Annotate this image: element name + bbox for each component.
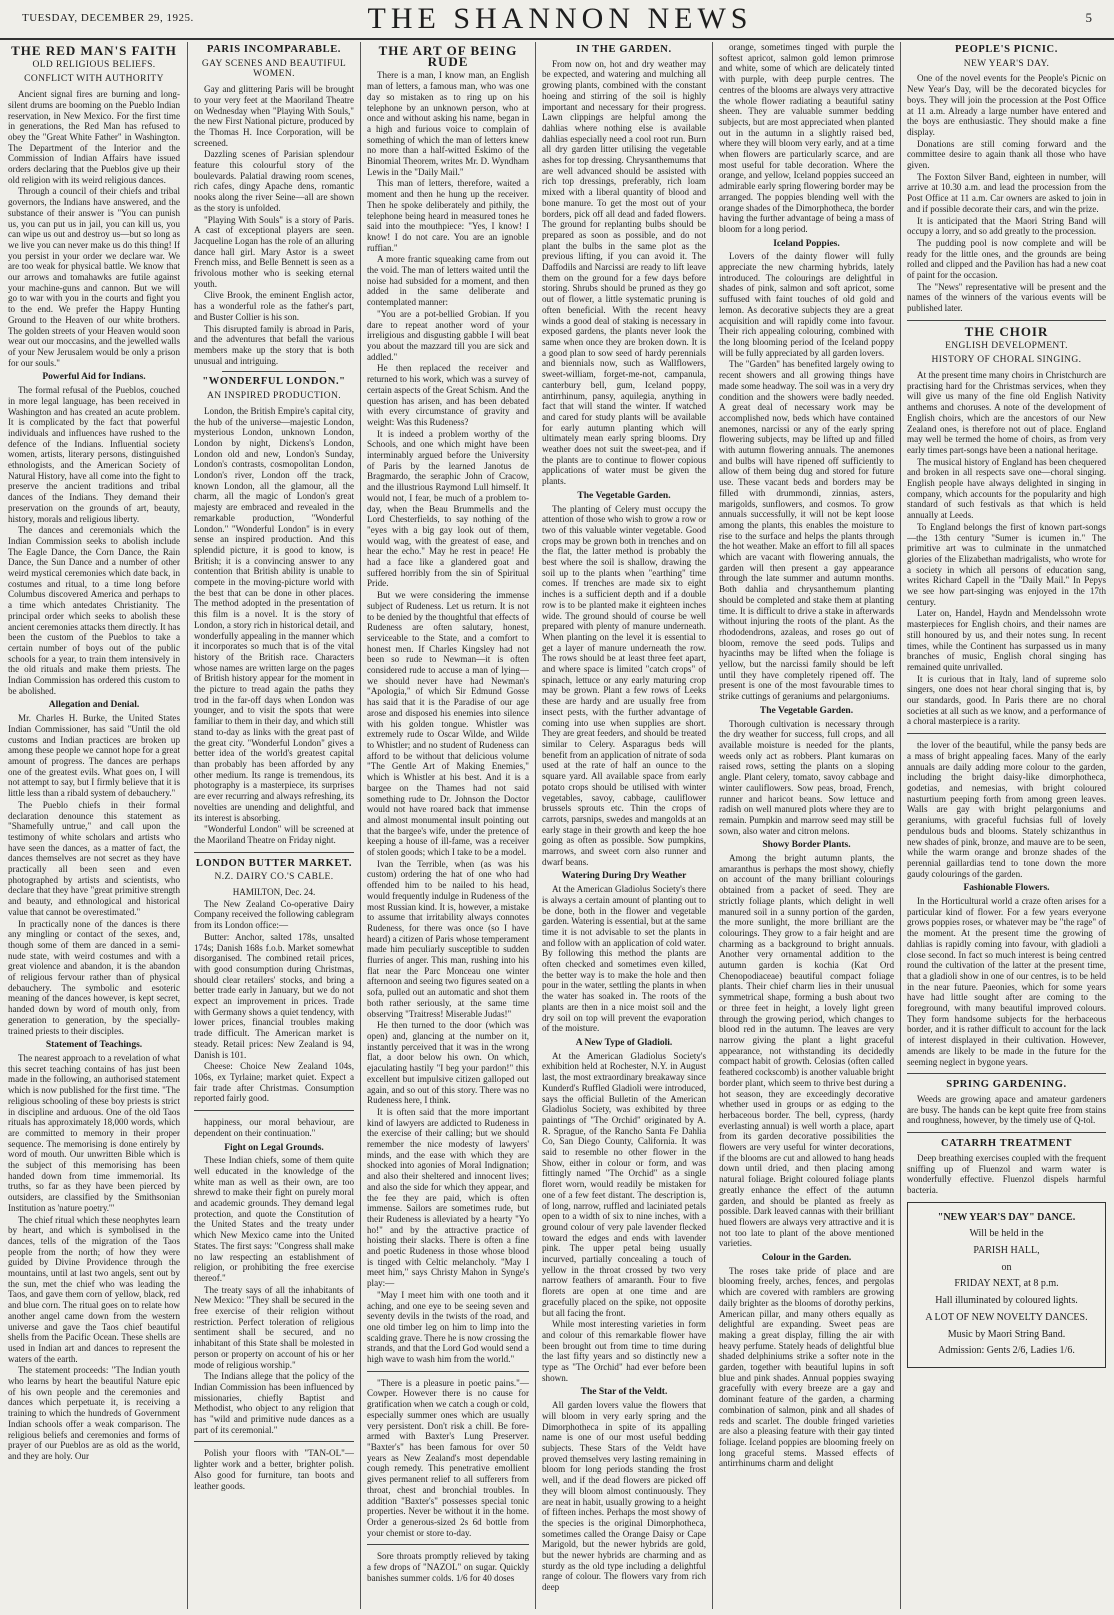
paragraph: The dances and ceremonials which the Indian Commission seeks to abolish include The Eagle Dance, the Corn Dance, the Rain Dance, the Sun Dance and a number of other weird mystical ceremonies which date back, in costumes and ritual, to a time long before Columbus discovered America and perhaps to a time which antedates Christianity. The principal order which seeks to abolish these ancient ceremonies attacks them directly. It has been the custom of the Pueblos to take a certain number of boys out of the public schools for a year, to train them intensively in the old rituals and make them priests. The Indian Commission has ordered this custom to be abolished.	[8, 525, 180, 696]
paragraph: Dazzling scenes of Parisian splendour feature this colourful story of the boulevards. Palatial drawing room scenes, rich cafes, dingy Apache dens, romantic nooks along the river Seine—all are shown as the story is unfolded.	[194, 149, 354, 213]
ad-line: A LOT OF NEW NOVELTY DANCES.	[925, 1311, 1088, 1323]
paragraph: The musical history of England has been chequered and broken in all respects save one—choral singing. English people have always delighted in singing in company, which accounts for the popularity and high standard of such festivals as that which is held annually at Leeds.	[907, 456, 1106, 521]
section-heading: Fight on Legal Grounds.	[224, 1142, 324, 1153]
column-5	[719, 42, 894, 1609]
section-heading: The Vegetable Garden.	[577, 490, 671, 501]
paragraph: The statement proceeds: "The Indian youth who learns by heart the beautiful Nature epic of his own people and the ceremonies and dances which perpetuate it, is receiving a training to which the hundreds of Government Indian schools offer a weak comparison. The religious beliefs and ceremonies and forms of prayer of our Pueblos are as old as the world, and they are holy. Our	[8, 1365, 180, 1461]
paragraph: Later on, Handel, Haydn and Mendelssohn wrote masterpieces for English choirs, and their names are still honoured by us, and their notes sung. In recent times, while the Continent has surpassed us in many branches of music, English choral singing has remained quite unrivalled.	[907, 608, 1106, 672]
paragraph: In practically none of the dances is there any mingling or contact of the sexes, and, though some of them are danced in a semi-nude state, with weird costumes and with a great violence and abandon, it is the abandon of religious fervour rather than of physical debauchery. The symbolic and esoteric meaning of the dances however, is kept secret, handed down by word of mouth only, from generation to generation, by the specially-trained priests to their disciples.	[8, 918, 180, 1036]
section-heading: Fashionable Flowers.	[963, 883, 1050, 894]
ad-line: on	[1001, 1261, 1012, 1273]
dance-advertisement	[907, 1202, 1106, 1368]
divider	[367, 1544, 529, 1545]
paragraph: Cheese: Choice New Zealand 104s, 106s, ex Tyrlaine; market quiet. Expect a fair trade after Christmas. Consumption reported fairly good.	[194, 1061, 354, 1104]
paragraph: In the Horticultural world a craze often arises for a particular kind of flower. For a few years everyone grows poppies roses, or whatever may be "the rage" of the moment. At the present time the growing of dahlias is rapidly coming into favour, with gladioli a close second. In fact so much interest is being centred round the cultivation of the latter at the present time, that a gladioli show in one of our centres, is to be held in the near future. Paeonies, which for some years have had little sought after are coming to the foreground, with many beautiful improved colours. They form handsome subjects for the herbaceous border, and it is rather difficult to account for the lack of interest displayed in their cultivation. However, amends are likely to be made in the future for the seeming neglect in bygone years.	[907, 896, 1106, 1067]
paragraph: At the American Gladiolus Society's exhibition held at Rochester, N.Y. in August last, the most extraordinary breakaway since Kunderd's Ruffled Gladioli were introduced, says the official Bulletin of the American Gladiolus Society, was exhibited by three paintings of "The Orchid" originated by A. R. Sprague, of the Rancho Santa Fe Dahlia Co, San Diego County, California. It was said to resemble no other flower in the Show, either in colour or form, and was fittingly named "The Orchid" as a single floret worn, would readily be mistaken for one of a few feet distant. The description is, of long, narrow, ruffled and laciniated petals open to a width of six to nine inches, with a ground colour of very pale lavender flecked toward the edges and ends with lavender pink. The upper petal being usually incurved, partially concealing a touch of yellow in the throat crossed by two very narrow feathers of amaranth. Four to five florets are open at one time and are gracefully placed on the spike, not opposite but all facing the front.	[542, 1050, 706, 1318]
paragraph: To England belongs the first of known part-songs—the 13th century "Sumer is icumen in." The primitive art was to culminate in the unmatched glories of the Elizabethan madrigalists, who wrote for a society in which all persons of education sang, writes Richard Capell in the "Daily Mail." In Pepys we see how part-singing was enjoyed in the 17th century.	[907, 521, 1106, 607]
article-subhead: ENGLISH DEVELOPMENT.	[945, 340, 1068, 351]
section-heading: Powerful Aid for Indians.	[42, 372, 146, 383]
paragraph: Clive Brook, the eminent English actor, has a wonderful role as the father's part, and Buster Collier is his son.	[194, 290, 354, 322]
article-subhead: AN INSPIRED PRODUCTION.	[206, 391, 342, 402]
article-headline: "WONDERFUL LONDON."	[202, 376, 346, 388]
paragraph: the lover of the beautiful, while the pansy beds are a mass of bright appealing faces. Many of the early annuals are daily adding more colour to the garden, including the bright daisy-like dimorphotheca, godetias, and nemesias, with bright coloured nasturtium peeping forth from among green leaves. Walls are gay with bright pelargoniums and geraniums, with graceful fuchsias full of lovely pendulous buds and blooms. Stately schizanthus in new shades of pink, bronze, and mauve are to be seen, while the warm orange and bronze shades of the perennial gaillardias tend to tone down the more gaudy colourings of the garden.	[907, 740, 1106, 879]
section-heading: Watering During Dry Weather	[561, 871, 687, 882]
paragraph: This disrupted family is abroad in Paris, and the adventures that befall the various members make up the story that is both unusual and intriguing.	[194, 323, 354, 366]
divider	[194, 852, 354, 853]
column-6	[907, 42, 1106, 1609]
paragraph: "Wonderful London" will be screened at the Maoriland Theatre on Friday night.	[194, 824, 354, 845]
section-heading: Showy Border Plants.	[762, 840, 851, 851]
divider	[907, 320, 1106, 321]
paragraph: It is indeed a problem worthy of the Schools, and one which might have been interminably argued before the University of Paris by the learned Janotus de Bragmardo, the seraphic John of Cracow, and the illustrious Raymond Lull himself. It would not, I fear, be much of a problem to-day, when the Beau Brummells and the Lord Chesterfields, to say nothing of the "eyes with a big gay look out of them, would wag, with the greatest of ease, and hear the echo." May he rest in peace! He had a face like a glandered goat and suffered horribly from the sin of Spiritual Pride.	[367, 428, 529, 589]
paragraph: There is a man, I know man, an English man of letters, a famous man, who was one day so mistaken as to ring up on his telephone by an unknown person, who at once and without asking his name, began in a high and furious voice to complain of something of which the man of letters knew no more than a half-witted Eskimo of the Binomial Theorem, writes Mr. D. Wyndham Lewis in the "Daily Mail."	[367, 70, 529, 177]
column-2	[194, 42, 354, 1609]
paragraph: It is anticipated that the Maori String Band will occupy a lorry, and so add greatly to the procession.	[907, 215, 1106, 237]
paragraph: The formal refusal of the Pueblos, couched in more legal language, has been received in Washington and has created an acute problem. It is complicated by the fact that powerful individuals and influences have rushed to the defence of the Indians. Influential society women, artists, literary persons, distinguished ethnologists, and the American Society of Natural History, have all come into the fight to preserve the ancient traditions and tribal dances of the Indians. They demand their preservation on the grounds of art, beauty, history, morals and religious liberty.	[8, 385, 180, 524]
column-rule	[535, 42, 536, 1609]
advertisement: Sore throats promptly relieved by taking a few drops of "NAZOL" on sugar. Quickly banishes summer colds. 1/6 for 40 doses	[367, 1551, 529, 1583]
article-headline: PEOPLE'S PICNIC.	[955, 44, 1058, 55]
paragraph: The nearest approach to a revelation of what this secret teaching contains of has just been made in the following, an authorised statement which is now published for the first time. "The religious schooling of these boy priests is strict in discipline and arduous. One of the old Taos rituals has approximately 18,000 words, which are committed to memory in their proper sequence. The memorising is done entirely by word of mouth. Our unwritten Bible which is the subject of this memorising has been handed down from time immemorial. Its truths, so far as they have been pierced by outsiders, are classified by the Smithsonian Institution as 'nature poetry.'"	[8, 1052, 180, 1213]
paragraph: The treaty says of all the inhabitants of New Mexico: "They shall be secured in the free exercise of their religion without restriction. Perfect toleration of religious sentiment shall be secured, and no inhabitant of this State shall be molested in person or property on account of his or her mode of religious worship."	[194, 1284, 354, 1370]
paragraph: All garden lovers value the flowers that will bloom in very early spring and the Dimorphotheca in spite of its appalling name is one of our most useful bedding subjects. These Stars of the Veldt have proved themselves very lasting remaining in bloom for long periods standing the frost well, and if the dead flowers are picked off they will bloom almost continuously. They are neat in habit, usually growing to a height of fifteen inches. Perhaps the most showy of the species is the original Dimorphotheca, sometimes called the Orange Daisy or Cape Marigold, but the newer hybrids are gold, but the newer hybrids are charming and as sturdy as the old type including a delightful range of colour. The flowers vary from rich deep	[542, 1400, 706, 1593]
paragraph: At the present time many choirs in Christchurch are practising hard for the Christmas services, when they will give us many of the fine old English Nativity anthems and choruses. A note of the development of English choirs, which are the ancestors of our New Zealand ones, is therefore not out of place. England may well be termed the home of choirs, as from very early times part-songs have been a national heritage.	[907, 369, 1106, 455]
paragraph: "May I meet him with one tooth and it aching, and one eye to be seeing seven and seventy devils in the twists of the road, and one old timber leg on him to limp into the scalding grave. There he is now crossing the strands, and that the Lord God would send a high wave to wash him from the world."	[367, 1289, 529, 1365]
section-heading: Allegation and Denial.	[48, 700, 140, 711]
paragraph: These Indian chiefs, some of them quite well educated in the knowledge of the white man as well as their own, are too shrewd to make their fight on purely moral and academic grounds. They demand legal protection, and quote the Constitution of the United States and the treaty under which New Mexico came into the United States. The first says: "Congress shall make no law respecting an establishment of religion, or prohibiting the free exercise thereof."	[194, 1155, 354, 1283]
ad-line: PARISH HALL,	[973, 1245, 1040, 1257]
paragraph: Gay and glittering Paris will be brought to your very feet at the Maoriland Theatre on Wednesday when "Playing With Souls," the new First National picture, produced by the Thomas H. Ince Corporation, will be screened.	[194, 84, 354, 148]
paragraph: At the American Gladiolus Society's there is always a certain amount of planting out to be done, both in the flower and vegetable garden. Watering is essential, but at the same time it is not advisable to set the plants in and follow with an application of cold water. By following this method the plants are often checked and sometimes even killed, the better way is to make the hole and then pour in the water, settling the plants in when the water has soaked in. The roots of the plants are then in a nice moist soil and the dry soil on top will prevent the evaporation of the moisture.	[542, 884, 706, 1034]
paragraph: Through a council of their chiefs and tribal governors, the Indians have answered, and the substance of their answer is "You can punish us, you can put us in jail, you can kill us, you can wipe us out and destroy us—but so long as we live you can never make us do this thing! If you persist in your order we declare war. We are too weak for physical battle. We know that our arrows and tomahawks are futile against your machine-guns and cannon. But we will go to war with you in the courts and fight you to the end. We prefer the Happy Hunting Ground to the Heaven of our white brothers. The golden streets of your Heaven would soon wear out our moccasins, and the jewelled walls of your New Jerusalem would be only a prison for our souls."	[8, 186, 180, 368]
section-heading: Statement of Teachings.	[45, 1040, 143, 1051]
paragraph: Mr. Charles H. Burke, the United States Indian Commissioner, has said "Until the old customs and Indian practices are broken up among these people we cannot hope for a great amount of progress. The dances are perhaps one of the greatest evils. What goes on, I will not attempt to say, but I firmly believe that it is little less than a ribald system of debauchery."	[8, 713, 180, 799]
article-subhead: GAY SCENES AND BEAUTIFUL WOMEN.	[201, 58, 347, 80]
column-rule	[187, 42, 188, 1609]
paragraph: Ancient signal fires are burning and long-silent drums are booming on the Pueblo Indian reservation, in New Mexico. For the first time in generations, the Red Man has refused to obey the "Great White Father" in Washington. The Department of the Interior and the Commission of Indian Affairs have issued orders declaring that the Pueblos give up their old religion with its weird religious dances.	[8, 89, 180, 185]
ad-line: Music by Maori String Band.	[947, 1328, 1066, 1340]
article-headline: LONDON BUTTER MARKET.	[195, 857, 353, 869]
article-headline: IN THE GARDEN.	[576, 44, 672, 55]
masthead	[0, 0, 1114, 40]
paragraph: It is curious that in Italy, land of supreme solo singers, one does not hear choral singing that is, by our standards, good. In Paris there are no choral societies at all such as we know, and a performance of a choral masterpiece is a rarity.	[907, 673, 1106, 727]
column-4	[542, 42, 706, 1609]
section-heading: A New Type of Gladioli.	[575, 1037, 673, 1048]
paragraph: The roses take pride of place and are blooming freely, arches, fences, and pergolas which are covered with ramblers are growing daily brighter as the blooms of dorothy perkins, American pillar, and many others equally as delightful are expanding. Sweet peas are making a great display, filling the air with heavy perfume. Stately heads of delightful blue shaded delphiniums strike a softer note in the garden, together with beautiful lupins in soft blue and pink shades. Annual poppies swaying gracefully with every breeze are a gay and dominant feature of the garden, a charming combination of salmon, pink and all shades of reds and scarlet. The double fringed varieties are also a pleasing feature with their gay tinted foliage. Iceland poppies are blooming freely on long graceful stems. Massed effects of antirrhinums charm and delight	[719, 1265, 894, 1469]
column-1	[8, 42, 180, 1609]
paragraph: From now on, hot and dry weather may be expected, and watering and mulching all growing plants, combined with the constant hoeing and stirring of the soil is highly important and necessary for their progress. Lawn clippings are helpful among the dahlias where nothing else is available dahlias especially need a cool root run. Burn all dry garden litter utilising the vegetable ashes for top dressing. Chrysanthemums that are well advanced should be assisted with rich top dressings, preferably, rich loam mixed with a liberal quantity of blood and bone manure. To get the most out of your borders, pick off all dead and faded flowers. The ground for replanting bulbs should be prepared as soon as possible, and do not plant the bulbs in the same plot as the previous lifting, if you can avoid it. The Daffodils and Narcissi are ready to lift leave them on the ground for a few days before storing. Shrubs should be pruned as they go out of flower, a little systematic pruning is often beneficial. With the recent heavy winds a good deal of staking is necessary in exposed gardens, the plants never look the same when once they are broken down. It is a good plan to sow seed of hardy perennials and biennials now, such as Wallflowers, sweet-william, forget-me-not, campanula, canterbury bell, gum, Iceland poppy, antirrhinum, pansy, aquilegia, anything in fact that will stand the winter. If watched and cared for study plants will be available for early autumn planting which will ultimately mean early spring blooms. Dry weather does not suit the sweet-pea, and if the plants are to continue to flower copious applications of water must be given the plants.	[542, 58, 706, 487]
article-kicker: CONFLICT WITH AUTHORITY	[24, 74, 164, 85]
column-3	[367, 42, 529, 1609]
section-heading: Colour in the Garden.	[761, 1253, 852, 1264]
paragraph: The Pueblo chiefs in their formal declaration denounce this statement as "Shamefully untrue," and call upon the testimony of white scholars and artists who have seen the dances, as a matter of fact, the dances themselves are not secret as they have practically all been seen and even photographed by artists and scientists, who declare that they have "great primitive strength and beauty, and ethnological and historical value that cannot be overestimated."	[8, 799, 180, 917]
paragraph: But we were considering the immense subject of Rudeness. Let us return. It is not to be denied by the thoughtful that effects of Rudeness are often salutary, honest, serviceable to the State, and a comfort to honest men. If Charles Kingsley had not been so rude to Newman—it is often considered rude to accuse a man of lying—we should never have had Newman's "Apologia," of which Sir Edmund Gosse has said that it is the Paradise of our age arose and disposed his enemies into silence with his golden tongue. Whistler was extremely rude to Oscar Wilde, and Wilde to Whistler; and no student of Rudeness can afford to be without that delicious volume "The Gentle Art of Making Enemies," which is Whistler at his best. And it is a bargee on the Thames had not said something rude to Dr. Johnson the Doctor would not have roared back that immense and almost monumental insult pointing out that the bargee's wife, under the pretence of keeping a house of ill-fame, was a receiver of stolen goods; which I take to be a model.	[367, 590, 529, 858]
advertisement: "There is a pleasure in poetic pains."—Cowper. However there is no cause for gratification when we catch a cough or cold, especially summer ones which are usually very persistent. Don't risk a chill. Be fore-armed with Baxter's Lung Preserver. "Baxter's" has been famous for over 50 years as New Zealand's most dependable cough remedy. This penetrative emollient gives permanent relief to all sufferers from throat, chest and bronchial troubles. In addition "Baxter's" possesses special tonic properties. Never be without it in the home. Order a generous-sized 2s 6d bottle from your chemist or store to-day.	[367, 1377, 529, 1538]
divider	[194, 1441, 354, 1442]
article-headline: PARIS INCOMPARABLE.	[206, 44, 342, 55]
column-rule	[360, 42, 361, 1609]
ad-line: Will be held in the	[969, 1228, 1044, 1240]
paragraph: This man of letters, therefore, waited a moment and then he hung up the receiver. Then he spoke deliberately and pithily, the telephone being heard in measured tones he said into the mouthpiece: "Yes, I know! I know! I do not care. You are an ignoble ruffian."	[367, 178, 529, 253]
divider	[367, 1371, 529, 1372]
paragraph: It is often said that the more important kind of lawyers are addicted to Rudeness in the exercise of their calling; but we should remember the nice modesty of lawyers' minds, and the ease with which they are shocked into agonies of Moral Indignation; and also their sheltered and innocent lives; and also the side for which they appear, and the fee they are paid, which is often immense. Sailors are sometimes rude, but their Rudeness is alleviated by a hearty "Yo ho!" and by the attractive practice of hoisting their slacks. There is often a fine and poetic Rudeness in those whose blood is tinged with Celtic melancholy. "May I meet him," says Christy Mahon in Synge's play:—	[367, 1106, 529, 1289]
article-headline: THE ART OF BEING RUDE	[378, 43, 518, 69]
paragraph: The "Garden" has benefited largely owing to recent showers and all growing things have made some headway. The soil was in a very dry condition and the showers were badly needed. A great deal of necessary work may be accomplished now, beds which have contained anemones, narcissi or any of the early spring flowering subjects, may be lifted up and filled with autumn flowering annuals. The anemones and bulbs will have ripened off sufficiently to allow of them being dug and stored for future use. These vacant beds and borders may be filled with drummondi, zinnias, asters, marigolds, sunflowers, and cosmos. To grow annuals successfully, it will not be kept loose among the plants, this enables the moisture to rise to the surface and helps the plants through the hot weather. Make an effort to fill all spaces which are vacant with flowering annuals, the garden will then present a gay appearance through the late summer and autumn months. Both dahlia and chrysanthemum planting should be completed and stake them at planting time. It is difficult to drive a stake in afterwards without injuring the roots of the plant. As the rhododendrons, azaleas, and roses go out of bloom, remove the seed pods. Tulips and hyacinths may be lifted when the foliage is yellow, but the narcissi family should be left until they have completely ripened off. The present is one of the most favourable times to strike cuttings of geraniums and pelargoniums.	[719, 359, 894, 702]
paragraph: The New Zealand Co-operative Dairy Company received the following cablegram from its London office:—	[194, 898, 354, 931]
paragraph: Ivan the Terrible, when (as was his custom) ordering the hat of one who had offended him to be nailed to his head, would frequently indulge in Rudeness of the most Russian kind. It is, however, a mistake to assume that irritability always connotes Rudeness, for there was once (so I have heard) a citizen of Paris whose temperament made him peculiarly susceptible to sudden flurries of anger. This man, rushing into his flat near the Parc Monceau one winter afternoon and seeing two figures seated on a sofa, pulled out an automatic and shot them both rather seriously, at the same time observing "Traitress! Miserable Judas!"	[367, 858, 529, 1019]
paragraph: The Foxton Silver Band, eighteen in number, will arrive at 10.30 a.m. and lead the procession from the Post Office at 11 a.m. Car owners are asked to join in and if possible decorate their cars, and win the prize.	[907, 171, 1106, 214]
paragraph: He then replaced the receiver and returned to his work, which was a survey of certain aspects of the Great Schism. And the question has arisen, and has been debated with every circumstance of gravity and weight: Was this Rudeness?	[367, 363, 529, 427]
ad-line: Admission: Gents 2/6, Ladies 1/6.	[938, 1345, 1075, 1357]
paragraph: The "News" representative will be present and the names of the winners of the various events will be published later.	[907, 281, 1106, 314]
column-rule	[712, 42, 713, 1609]
paragraph: Deep breathing exercises coupled with the frequent sniffing up of Fluenzol and warm water is wonderfully effective. Fluenzol dispels harmful bacteria.	[907, 1152, 1106, 1195]
paragraph: orange, sometimes tinged with purple the softest apricot, salmon gold lemon primrose and white, some of which are delicately tinted with purple, with deep purple centres. The centres of the blooms are always very attractive the whole flower radiating a beautiful satiny sheen. They are valuable summer bedding subjects, but are most appreciated when planted out in the autumn in a slightly raised bed, where they will bloom very early, and at a time when flowers are particularly scarce, and are most useful for table decoration. Where the orange, and yellow, Iceland poppies succeed an admirable early spring flowering border may be arranged. The poppies blending well with the orange shades of the Dimorphotheca, the border having the further advantage of being a mass of bloom for a long period.	[719, 42, 894, 234]
paragraph: One of the novel events for the People's Picnic on New Year's Day, will be the decorated bicycles for boys. They will join the procession at the Post Office at 11 a.m. Already a large number have entered and the boys are enthusiastic. They should make a fine display.	[907, 73, 1106, 137]
paragraph: The Indians allege that the policy of the Indian Commission has been influenced by missionaries, chiefly Baptist and Methodist, who object to any religion that has "wild and primitive nude dances as a part of its ceremonial."	[194, 1371, 354, 1435]
article-headline: SPRING GARDENING.	[946, 1079, 1067, 1091]
paragraph: happiness, our moral behaviour, are dependent on their continuation."	[194, 1117, 354, 1138]
section-heading: The Vegetable Garden.	[759, 705, 854, 716]
article-subhead: N.Z. DAIRY CO.'S CABLE.	[214, 872, 334, 883]
divider	[222, 371, 326, 372]
paragraph: A more frantic squeaking came from out the void. The man of letters waited until the noise had subsided for a moment, and then added in the same deliberate and contemplated manner:	[367, 254, 529, 308]
section-heading: The Star of the Veldt.	[580, 1387, 668, 1398]
article-kicker: HISTORY OF CHORAL SINGING.	[931, 355, 1082, 366]
divider	[907, 1132, 1106, 1133]
article-subhead: OLD RELIGIOUS BELIEFS.	[32, 59, 156, 70]
paragraph: Weeds are growing apace and amateur gardeners are busy. The hands can be kept quite free from stains and roughness, however, by the timely use of Q-tol.	[907, 1093, 1106, 1126]
ad-line: FRIDAY NEXT, at 8 p.m.	[954, 1278, 1059, 1290]
paragraph: The pudding pool is now complete and will be ready for the little ones, and the grounds are being rolled and clipped and the Pavilion has had a new coat of paint for the occasion.	[907, 237, 1106, 281]
paragraph: Among the bright autumn plants, the amaranthus is perhaps the most showy, chiefly on account of the many brilliant colourings obtained from a packet of seed. They are strictly foliage plants, which delight in well manured soil in a sunny portion of the garden, the more sunlight, the more brilliant are the colourings. They grow to a fair height and are charming as a background to bright annuals. Another very ornamental addition to the autumn garden is kochia (Kat Ord Chenopodiaceae) beautiful compact foliage plants. Their chief charm lies in their unusual symmetrical shape, forming a bush about two or three feet in height, a lovely light green through the growing period, which changes to blood red in the autumn. The leaves are very narrow giving the plant a light graceful appearance, not withstanding its decidedly compact habit of growth. Celosias (often called feathered cockscomb) is another valuable bright border plant, which seem to thrive best during a hot season, they are exceedingly decorative whether used in groups or as edging to the herbaceous border. The bell, cypress, (hardy everlasting annual) is well worth a place, apart from its garden decorative possibilities the flowers are very useful for winter decorations, if the blooms are cut and allowed to hang heads down until dried, and then placing among natural foliage. Bright coloured foliage plants greatly enhance the effect of the autumn garden, and should be planted as freely as possible. Dark leaved cannas with their brilliant hued flowers are always very attractive and it is not too late to plant of the above mentioned varieties.	[719, 853, 894, 1249]
issue-date: TUESDAY, DECEMBER 29, 1925.	[22, 12, 194, 24]
page-number: 5	[1085, 10, 1092, 25]
ad-line: Hall illuminated by coloured lights.	[935, 1295, 1078, 1307]
divider	[907, 1073, 1106, 1074]
section-heading: Iceland Poppies.	[773, 238, 840, 249]
divider	[907, 733, 1106, 734]
article-headline: CATARRH TREATMENT	[940, 1138, 1073, 1150]
article-subhead: NEW YEAR'S DAY.	[963, 58, 1050, 69]
paragraph: The planting of Celery must occupy the attention of those who wish to grow a row or two of this valuable winter vegetable. Good crops may be grown both in trenches and on the flat, the latter method is probably the best where the soil is shallow, drawing the soil up to the plants when "earthing" time comes. If trenches are made six to eight inches is a sufficient depth and if a double row is to be planted make it eighteen inches wide. The ground should of course be well prepared with plenty of manure underneath. When planting on the level it is essential to get a layer of manure underneath the row. The rows should be at least three feet apart, and where space is limited "catch crops" of spinach, lettuce or any early maturing crop may be grown. Plant a few rows of Leeks these are hardy and are usually free from insect pests, with the further advantage of coming into use when supplies are short. They are great feeders, and should be treated similar to Celery. Asparagus beds will benefit from an application of nitrate of soda used at the rate of half an ounce to the square yard. All available space from early potato crops should be utilised with winter vegetables, savoy, cabbage, cauliflower brussels sprouts etc. Thin the crops of carrots, parsnips, swedes and mangolds at an early stage in their growth and keep the hoe going as often as possible. Sow pumpkins, marrows, and sweet corn also runner and dwarf beans.	[542, 503, 706, 867]
divider	[194, 1110, 354, 1111]
paragraph: London, the British Empire's capital city, the hub of the universe—majestic London, mysterious London, unknown London, London by night, Dickens's London, London old and new, London's Sunday, London's contrasts, cosmopolitan London, London's river, London off the track, known London, all the glamour, all the charm, all the magic of London's great majesty are embraced and revealed in the remarkable production, "Wonderful London." "Wonderful London" is in every sense an inspired production. And this splendid picture, it is good to know, is British; it is a convincing answer to any contention that British ability is unable to compete in the moving-picture world with the best that can be done in other places. The method adopted in the presentation of this film is a novel. It is the story of London, a story rich in historical detail, and wonderfully appealing in the manner which it incorporates so much that is of the vital history of the British race. Characters whose names are written large on the pages of British history appear for the moment in the picture to tread again the paths they trod in the far-off days when London was younger, and to visit the spots that were familiar to them in their day, and which still stand to-day as links with the great past of the great city. "Wonderful London" gives a better idea of the world's greatest capital than probably has been afforded by any other medium. Its range is tremendous, its photography is a masterpiece, its surprises are ever recurring and always refreshing, its novelties are unending and delightful, and its interest is absorbing.	[194, 405, 354, 823]
paragraph: Donations are still coming forward and the committee desire to again thank all those who have given.	[907, 138, 1106, 171]
paragraph: The chief ritual which these neophytes learn by heart, and which is symbolised in the dances, tells of the migration of the Taos people from the north; of how they were guided by Divine Providence through the mountains, until at last two angels, sent out by the sun, met the chief who was leading the Taos, and gave them corn of yellow, black, red and blue corn. The ritual goes on to relate how another angel came down from the western universe and gave the Taos chief beautiful shells from the Pacific Ocean. These shells are used in Indian art and dances to represent the waters of the earth.	[8, 1214, 180, 1364]
article-headline: THE CHOIR	[964, 323, 1049, 339]
column-rule	[900, 42, 901, 1609]
advertisement: Polish your floors with "TAN-OL"—lighter work and a better, brighter polish. Also good for furniture, tan boots and leather goods.	[194, 1448, 354, 1491]
paragraph: "Playing With Souls" is a story of Paris. A cast of exceptional players are seen. Jacqueline Logan has the role of an alluring dance hall girl. Mary Astor is a sweet French miss, and Belle Bennett is seen as a frivolous mother who is seeking eternal youth.	[194, 214, 354, 289]
ad-title: "NEW YEAR'S DAY" DANCE.	[937, 1211, 1076, 1223]
paragraph: Thorough cultivation is necessary through the dry weather for success, full crops, and all available moisture is needed for the plants, weeds only act as robbers. Plant kumaras on raised rows, setting the plants on a sloping angle. Plant celery, tomato, savoy cabbage and winter cauliflowers. Sow peas, broad, French, runner and haricot beans. Sow lettuce and radish on well manured plots where they are to remain. Pumpkin and marrow seed may still be sown, also water and citron melons.	[719, 718, 894, 836]
paragraph: While most interesting varieties in form and colour of this remarkable flower have been brought out from time to time during the last fifty years and so distinctly new a type as "The Orchid" had ever before been shown.	[542, 1319, 706, 1383]
paragraph: Butter: Anchor, salted 178s, unsalted 174s; Danish 168s f.o.b. Market somewhat disorganised. The combined retail prices, with good consumption during Christmas, should clear retailers' stocks, and bring a better trade early in January, but we do not expect an improvement in prices. Trade with Germany shows a quiet tendency, with lower prices, financial troubles making trade difficult. The American market is steady. Retail prices: New Zealand is 94, Danish is 101.	[194, 931, 354, 1060]
article-headline: THE RED MAN'S FAITH	[11, 43, 177, 58]
paragraph: He then turned to the door (which was open) and, glancing at the number on it, instantly perceived that it was in the wrong flat, a door below his own. On which, ejaculating hastily "I beg your pardon!" this excellent but impulsive citizen galloped out again, and so out of this story. There was no Rudeness here, I think.	[367, 1020, 529, 1106]
paragraph: "You are a pot-bellied Grobian. If you dare to repeat another word of your irreligious and disgusting gabble I will beat you about the mazzard till you are sick and addled."	[367, 308, 529, 362]
newspaper-title: THE SHANNON NEWS	[367, 2, 753, 35]
paragraph: Lovers of the dainty flower will fully appreciate the new charming hybrids, lately introduced. The colourings are delightful in shades of pink, salmon and soft apricot, some suffused with faint touches of old gold and lemon. As decorative subjects they are a great acquisition and will rapidly come into favour. Their rich appealing colouring, combined with the long blooming period of the Iceland poppy will be fully appreciated by all garden lovers.	[719, 251, 894, 358]
dateline: HAMILTON, Dec. 24.	[232, 887, 316, 898]
